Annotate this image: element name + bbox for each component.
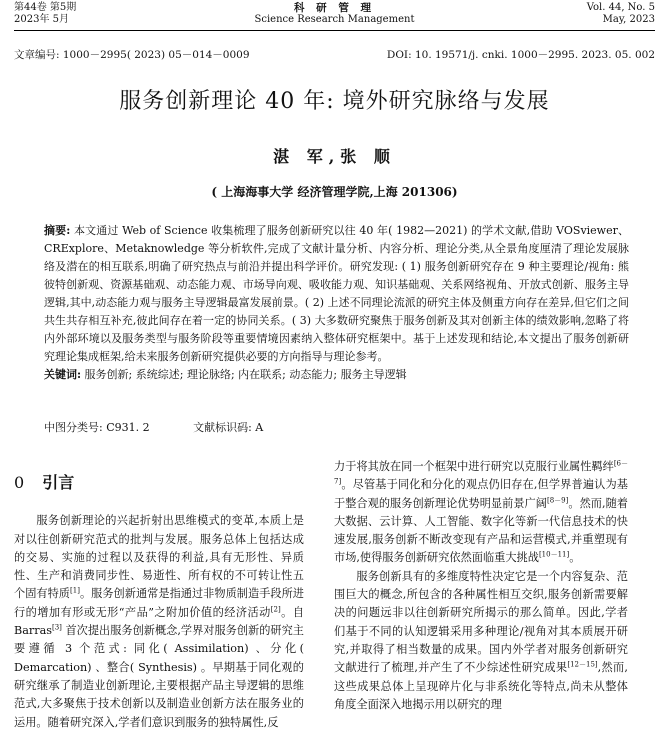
text-run: 服务创新具有的多维度特性决定它是一个内容复杂、范围巨大的概念,所包含的各种属性相互交织,服务创新需要解决的问题远非以往创新研究所揭示的那么简单。因此,学者们基于不同的认知逻辑采用多种理论/视角对其本质展开研究,并取得了相当数量的成果。国内外学者对服务创新研究文献进行了梳理,并产生了不少综述性研究成果 [334, 569, 628, 675]
citation[interactable]: [1] [70, 586, 80, 595]
text-run: 服务创新理论的兴起折射出思维模式的变革,本质上是对以往创新研究范式的批判与发展。服务总体上包括达成的交易、实施的过程以及获得的利益,具有无形性、异质性、生产和消费同步性、易逝性、所有权的不可转让性五个固有特质 [14, 514, 304, 601]
doi: DOI: 10. 19571/j. cnki. 1000－2995. 2023. 05. 002 [386, 49, 655, 61]
volume-issue-cn: 第44卷 第5期 [14, 2, 77, 13]
date-en: May, 2023 [602, 14, 655, 25]
left-column [14, 458, 304, 732]
text-run: 。尽管基于同化和分化的观点仍旧存在,但学界普遍认为基于整合观的服务创新理论优势明显前景广阔 [334, 478, 628, 510]
abstract-text: 本文通过 Web of Science 收集梳理了服务创新研究以往 40 年( 1982—2021) 的学术文献,借助 VOSviewer、CRExplore、Metaknowledge 等分析软件,完成了文献计量分析、内容分析、理论分类,从全景角度厘清了理论发展脉络及潜在的相互联系,明确了研究热点与前沿并提出科学评价。研究发现: ( 1) 服务创新研究存在 9 种主要理论/视角: 熊彼特创新观、资源基础观、动态能力观、市场导向观、吸收能力观、知识基础观、关系网络视角、开放式创新、服务主导逻辑,其中,动态能力观与服务主导逻辑最富发展前景。( 2) 上述不同理论流派的研究主体及侧重方向存在差异,但它们之间共生共存相互补充,彼此间存在着一定的协同关系。( 3) 大多数研究聚焦于服务创新及其对创新主体的绩效影响,忽略了将内外部环境以及服务类型与服务阶段等重要情境因素纳入整体研究框架中。基于上述发现和结论,本文提出了服务创新研究理论集成框架,给未来服务创新研究提供必要的方向指导与理论参考。 [44, 224, 629, 363]
abstract [44, 222, 629, 384]
citation[interactable]: [10－11] [538, 550, 570, 559]
keywords-text: 服务创新; 系统综述; 理论脉络; 内在联系; 动态能力; 服务主导逻辑 [81, 368, 407, 381]
keywords-label: 关键词: [44, 368, 82, 381]
right-column [334, 458, 628, 714]
header-center [14, 2, 655, 26]
citation[interactable]: [2] [270, 605, 281, 614]
paragraph [14, 512, 304, 732]
abstract-label: 摘要: [44, 224, 71, 237]
text-run: 力于将其放在同一个框架中进行研究以克服行业属性羁绊 [334, 460, 614, 473]
article-number: 文章编号: 1000－2995( 2023) 05－014－0009 [14, 49, 250, 61]
text-run: ,然而,这些成果总体上呈现碎片化与非系统化等特点,尚未从整体角度全面深入地揭示用以研究的理 [334, 661, 628, 711]
text-run: 。 [569, 551, 581, 565]
section-heading [14, 474, 304, 492]
authors: 湛 军,张 顺 [273, 147, 396, 166]
text-run: 。自 Barras [14, 605, 304, 638]
text-run: 首次提出服务创新概念,学界对服务创新的研究主要遵循 3 个范式: 同化( Assimilation) 、分化( Demarcation) 、整合( Synthesis) 。早期基于同化观的研究继承了制造业创新理论,主要根据产品主导逻辑的思维范式,大多聚焦于技术创新以及制造业创新方法在服务业的运用。随着研究深入,学者们意识到服务的独特属性,反 [14, 624, 304, 729]
journal-name-en: Science Research Management [254, 14, 415, 25]
citation[interactable]: [6－7] [334, 459, 628, 486]
paper-title: 服务创新理论 40 年: 境外研究脉络与发展 [119, 89, 550, 114]
citation[interactable]: [12－15] [567, 660, 598, 669]
citation[interactable]: [3] [52, 623, 62, 632]
text-run: 。然而,随着大数据、云计算、人工智能、数字化等新一代信息技术的快速发展,服务创新不断改变现有产品和运营模式,并重塑现有市场,使得服务创新研究依然面临重大挑战 [334, 496, 628, 565]
clc-number: 中图分类号: C931. 2 [44, 421, 150, 434]
affiliation: ( 上海海事大学 经济管理学院,上海 201306) [211, 185, 458, 199]
section-title: 引言 [42, 473, 75, 492]
header-right [587, 2, 655, 26]
date-cn: 2023年 5月 [14, 14, 69, 25]
text-run: 。服务创新通常是指通过非物质制造手段所进行的增加有形或无形“产品”之附加价值的经济活动 [14, 587, 304, 619]
document-code: 文献标识码: A [193, 421, 264, 434]
paragraph [334, 458, 628, 568]
header-rule [14, 30, 655, 31]
journal-name-cn: 科 研 管 理 [294, 2, 375, 14]
keywords [44, 366, 629, 384]
running-header [14, 2, 655, 30]
paragraph [334, 568, 628, 714]
section-number: 0 [14, 473, 25, 492]
volume-issue-en: Vol. 44, No. 5 [586, 2, 655, 13]
classification [44, 419, 303, 435]
citation[interactable]: [8－9] [546, 495, 569, 504]
article-meta [14, 47, 655, 62]
